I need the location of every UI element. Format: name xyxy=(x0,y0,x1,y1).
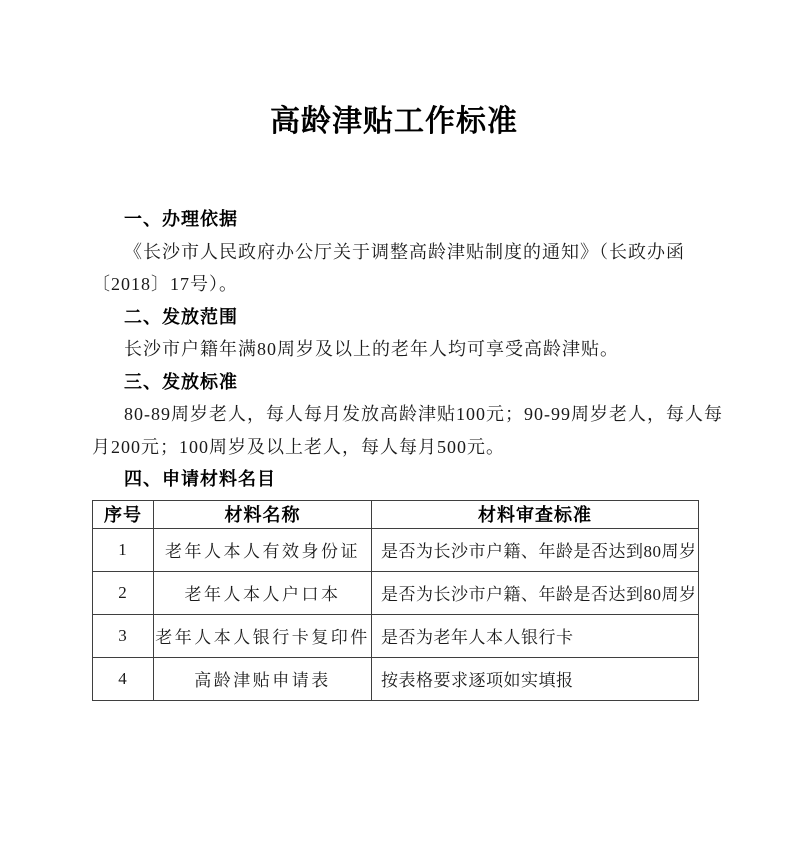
paragraph-line: 〔2018〕17号）。 xyxy=(92,274,238,294)
header-cell-material-name: 材料名称 xyxy=(154,500,372,528)
cell-material-name: 老年人本人银行卡复印件 xyxy=(154,614,372,657)
section-heading-scope: 二、发放范围 xyxy=(124,306,238,327)
table-row xyxy=(93,571,699,614)
table-row xyxy=(93,528,699,571)
cell-index: 3 xyxy=(93,614,154,657)
document-title: 高龄津贴工作标准 xyxy=(270,105,518,138)
cell-review-standard: 是否为长沙市户籍、年龄是否达到80周岁 xyxy=(372,571,699,614)
table-row xyxy=(93,657,699,700)
section-heading-basis: 一、办理依据 xyxy=(124,209,238,229)
cell-material-name: 高龄津贴申请表 xyxy=(154,657,372,700)
cell-review-standard: 是否为长沙市户籍、年龄是否达到80周岁 xyxy=(372,528,699,571)
table-row xyxy=(93,614,699,657)
table-header-row xyxy=(93,500,699,528)
paragraph-line: 《长沙市人民政府办公厅关于调整高龄津贴制度的通知》（长政办函 xyxy=(124,241,685,262)
cell-material-name: 老年人本人有效身份证 xyxy=(154,528,372,571)
header-cell-index: 序号 xyxy=(93,500,154,528)
cell-index: 2 xyxy=(93,571,154,614)
cell-material-name: 老年人本人户口本 xyxy=(154,571,372,614)
paragraph-line: 80-89周岁老人，每人每月发放高龄津贴100元；90-99周岁老人，每人每 xyxy=(124,404,723,424)
paragraph-line: 长沙市户籍年满80周岁及以上的老年人均可享受高龄津贴。 xyxy=(124,339,619,359)
cell-review-standard: 是否为老年人本人银行卡 xyxy=(372,614,699,657)
document-body xyxy=(92,203,723,701)
cell-index: 4 xyxy=(93,657,154,700)
header-cell-review-standard: 材料审查标准 xyxy=(372,500,699,528)
section-heading-materials: 四、申请材料名目 xyxy=(124,469,276,489)
section-heading-standard: 三、发放标准 xyxy=(124,371,238,392)
cell-review-standard: 按表格要求逐项如实填报 xyxy=(372,657,699,700)
cell-index: 1 xyxy=(93,528,154,571)
materials-table xyxy=(92,500,699,701)
paragraph-line: 月200元；100周岁及以上老人，每人每月500元。 xyxy=(92,436,505,457)
